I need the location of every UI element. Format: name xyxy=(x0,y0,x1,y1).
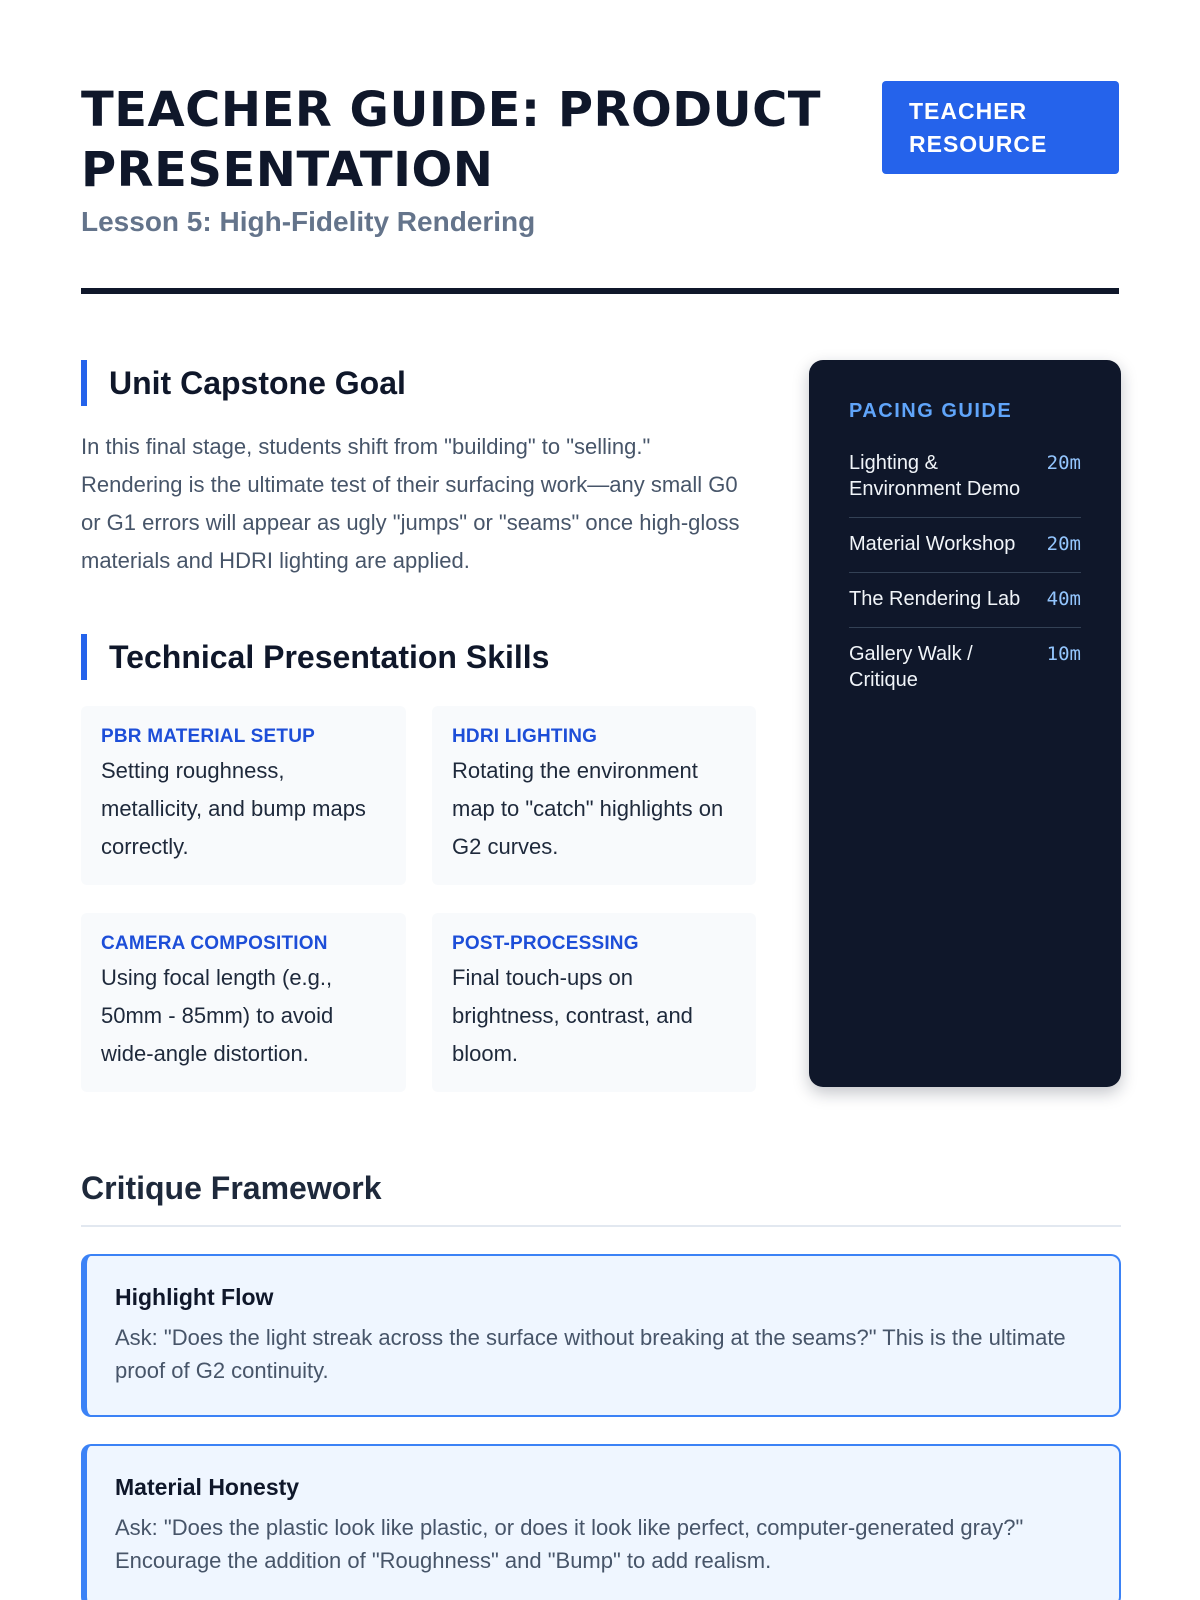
pacing-guide-title: PACING GUIDE xyxy=(849,400,1013,422)
pacing-item-label: Gallery Walk / Critique xyxy=(849,643,973,691)
pacing-list xyxy=(849,437,1081,708)
pacing-item-label: Material Workshop xyxy=(849,533,1016,555)
skill-description: Rotating the environment map to "catch" highlights on G2 curves. xyxy=(452,758,724,859)
critique-card-text: Ask: "Does the plastic look like plastic, or does it look like perfect, computer-generated gray?" Encourage the addition of "Roughness" and "Bump" to add realism. xyxy=(115,1515,1024,1573)
pacing-guide-panel xyxy=(809,360,1121,1087)
pacing-item-time: 20m xyxy=(1046,452,1081,474)
skill-card-hdri xyxy=(432,706,756,885)
skill-card-pbr xyxy=(81,706,406,885)
skills-heading: Technical Presentation Skills xyxy=(81,634,756,680)
document-header xyxy=(81,0,1119,294)
pacing-item-label: The Rendering Lab xyxy=(849,588,1021,610)
skill-description: Using focal length (e.g., 50mm - 85mm) to avoid wide-angle distortion. xyxy=(101,965,334,1066)
critique-card-text: Ask: "Does the light streak across the surface without breaking at the seams?" This is the ultimate proof of G2 continuity. xyxy=(115,1325,1066,1383)
page-title: TEACHER GUIDE: PRODUCT PRESENTATION xyxy=(81,82,822,198)
critique-framework xyxy=(81,1170,1121,1600)
lesson-subtitle: Lesson 5: High-Fidelity Rendering xyxy=(81,206,536,237)
capstone-heading: Unit Capstone Goal xyxy=(81,360,756,406)
critique-card-title: Material Honesty xyxy=(115,1474,300,1500)
skill-card-camera xyxy=(81,913,406,1092)
skills-grid xyxy=(81,706,756,1092)
skill-title: PBR MATERIAL SETUP xyxy=(101,726,316,747)
skill-title: HDRI LIGHTING xyxy=(452,726,598,747)
skill-description: Final touch-ups on brightness, contrast, and bloom. xyxy=(452,965,693,1066)
skill-description: Setting roughness, metallicity, and bump maps correctly. xyxy=(101,758,366,859)
pacing-item-label: Lighting & Environment Demo xyxy=(849,452,1021,500)
skill-title: POST-PROCESSING xyxy=(452,933,639,954)
critique-card-highlight-flow xyxy=(81,1254,1121,1417)
pacing-item xyxy=(849,628,1081,708)
skill-title: CAMERA COMPOSITION xyxy=(101,933,328,954)
critique-heading: Critique Framework xyxy=(81,1170,1121,1227)
pacing-item xyxy=(849,573,1081,628)
pacing-item xyxy=(849,437,1081,518)
capstone-description: In this final stage, students shift from "building" to "selling." Rendering is the ultimate test of their surfacing work—any small G0 or G1 errors will appear as ugly "jumps" or "seams" once high-gloss materials and HDRI lighting are applied. xyxy=(81,434,740,573)
pacing-item-time: 10m xyxy=(1046,643,1081,665)
pacing-item-time: 40m xyxy=(1046,588,1081,610)
skill-card-post xyxy=(432,913,756,1092)
main-content xyxy=(81,360,756,1092)
critique-card-title: Highlight Flow xyxy=(115,1284,274,1310)
pacing-item-time: 20m xyxy=(1046,533,1081,555)
critique-card-material-honesty xyxy=(81,1444,1121,1600)
pacing-item xyxy=(849,518,1081,573)
teacher-resource-badge: TEACHER RESOURCE xyxy=(882,81,1119,174)
